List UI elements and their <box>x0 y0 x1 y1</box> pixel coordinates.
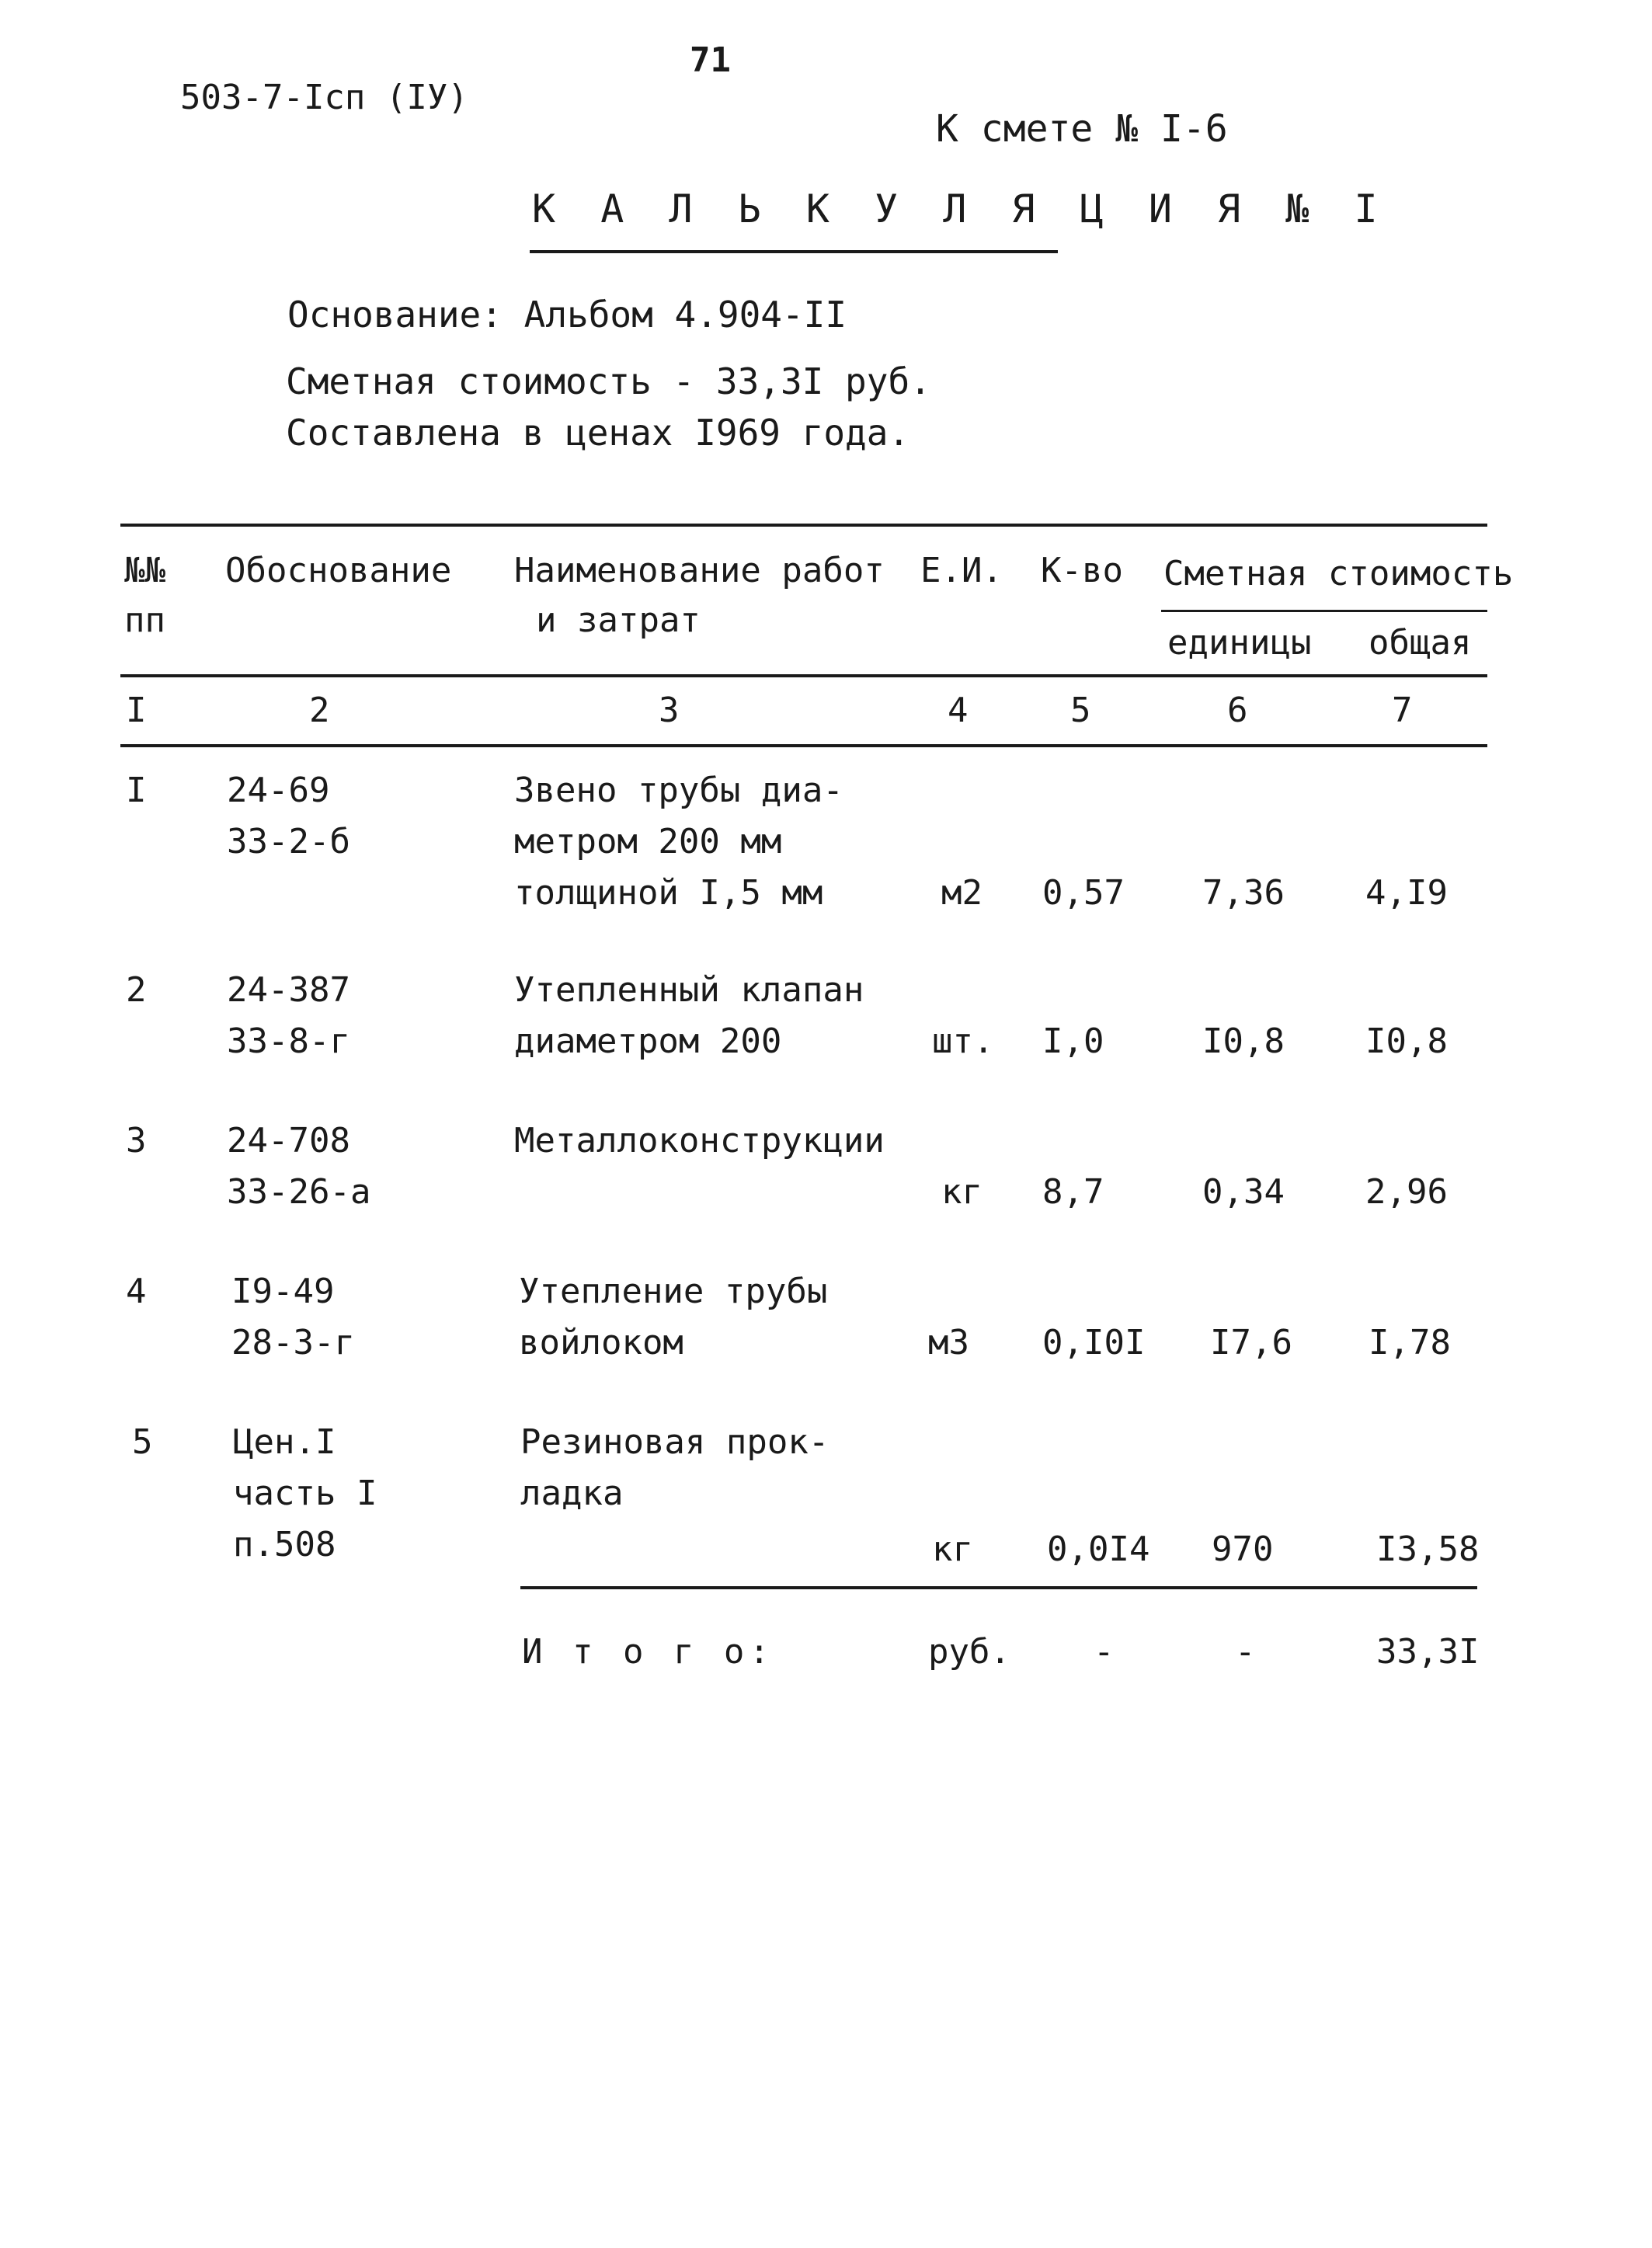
row-quantity: 0,I0I <box>1042 1323 1146 1362</box>
basis-line: Основание: Альбом 4.904-II <box>287 294 847 336</box>
estimated-cost-line: Сметная стоимость - 33,3I руб. <box>286 360 931 402</box>
row-name-line: войлоком <box>519 1323 683 1362</box>
total-rule <box>520 1586 1477 1589</box>
row-basis-line: 28-3-г <box>231 1323 355 1362</box>
row-number: 2 <box>126 970 147 1010</box>
col-number-3: 3 <box>659 691 680 730</box>
row-basis-line: 33-8-г <box>227 1021 350 1061</box>
row-name-line: диаметром 200 <box>514 1021 782 1061</box>
row-basis-line: 33-2-б <box>227 822 350 861</box>
row-cost-total: 2,96 <box>1365 1172 1448 1212</box>
col-number-5: 5 <box>1070 691 1091 730</box>
header-unit: Е.И. <box>920 551 1003 590</box>
row-basis-line: I9-49 <box>231 1272 335 1311</box>
header-name-line2: и затрат <box>536 600 701 640</box>
header-cost-group: Сметная стоимость <box>1163 554 1514 593</box>
header-basis: Обоснование <box>225 551 452 590</box>
row-number: 3 <box>126 1121 147 1161</box>
row-quantity: I,0 <box>1042 1021 1104 1061</box>
page-number: 71 <box>690 40 731 80</box>
row-cost-total: I,78 <box>1369 1323 1451 1362</box>
row-name-line: Металлоконструкции <box>514 1121 885 1161</box>
header-name-line1: Наименование работ <box>514 551 885 590</box>
row-name-line: ладка <box>520 1474 624 1513</box>
estimate-reference: К смете № I-6 <box>936 107 1228 151</box>
price-basis-line: Составлена в ценах I969 года. <box>286 412 910 454</box>
total-cost-unit: - <box>1235 1632 1256 1672</box>
row-unit: м2 <box>941 873 983 913</box>
header-num-line1: №№ <box>124 551 165 590</box>
row-unit: кг <box>932 1529 973 1569</box>
row-name-line: Резиновая прок- <box>520 1422 829 1462</box>
row-number: 4 <box>126 1272 147 1311</box>
document-title: К А Л Ь К У Л Я Ц И Я № I <box>532 186 1389 231</box>
header-bottom-rule <box>120 674 1487 677</box>
header-cost-total: общая <box>1369 623 1472 663</box>
column-number-rule <box>120 744 1487 747</box>
row-name-line: толщиной I,5 мм <box>514 873 823 913</box>
total-unit: руб. <box>928 1632 1010 1672</box>
row-unit: м3 <box>928 1323 969 1362</box>
total-quantity: - <box>1094 1632 1115 1672</box>
row-basis-line: 33-26-а <box>227 1172 371 1212</box>
col-number-2: 2 <box>309 691 330 730</box>
row-quantity: 0,0I4 <box>1047 1529 1150 1569</box>
row-number: 5 <box>132 1422 153 1462</box>
row-name-line: метром 200 мм <box>514 822 782 861</box>
document-code: 503-7-Iсп (IУ) <box>180 78 468 117</box>
row-basis-line: Цен.I <box>233 1422 336 1462</box>
row-name-line: Утепление трубы <box>519 1272 828 1311</box>
row-basis-line: часть I <box>233 1474 377 1513</box>
total-label: И т о г о: <box>522 1632 774 1672</box>
row-number: I <box>126 771 147 810</box>
row-cost-total: I3,58 <box>1376 1529 1480 1569</box>
row-cost-total: 4,I9 <box>1365 873 1448 913</box>
header-quantity: К-во <box>1041 551 1123 590</box>
row-basis-line: 24-708 <box>227 1121 350 1161</box>
row-unit: кг <box>941 1172 983 1212</box>
col-number-7: 7 <box>1392 691 1413 730</box>
row-cost-unit: 0,34 <box>1202 1172 1285 1212</box>
header-cost-unit: единицы <box>1167 623 1312 663</box>
row-cost-unit: 7,36 <box>1202 873 1285 913</box>
row-cost-unit: I0,8 <box>1202 1021 1285 1061</box>
row-basis-line: 24-69 <box>227 771 330 810</box>
col-number-4: 4 <box>948 691 969 730</box>
row-name-line: Звено трубы диа- <box>514 771 843 810</box>
row-basis-line: п.508 <box>233 1525 336 1564</box>
row-quantity: 0,57 <box>1042 873 1125 913</box>
col-number-1: I <box>126 691 147 730</box>
row-cost-total: I0,8 <box>1365 1021 1448 1061</box>
row-basis-line: 24-387 <box>227 970 350 1010</box>
row-unit: шт. <box>932 1021 994 1061</box>
row-name-line: Утепленный клапан <box>514 970 864 1010</box>
table-top-rule <box>120 524 1487 527</box>
header-num-line2: пп <box>124 600 165 640</box>
row-cost-unit: I7,6 <box>1210 1323 1292 1362</box>
row-cost-unit: 970 <box>1212 1529 1274 1569</box>
cost-group-rule <box>1161 610 1487 612</box>
total-cost-total: 33,3I <box>1376 1632 1480 1672</box>
title-underline <box>530 250 1058 253</box>
row-quantity: 8,7 <box>1042 1172 1104 1212</box>
col-number-6: 6 <box>1227 691 1248 730</box>
